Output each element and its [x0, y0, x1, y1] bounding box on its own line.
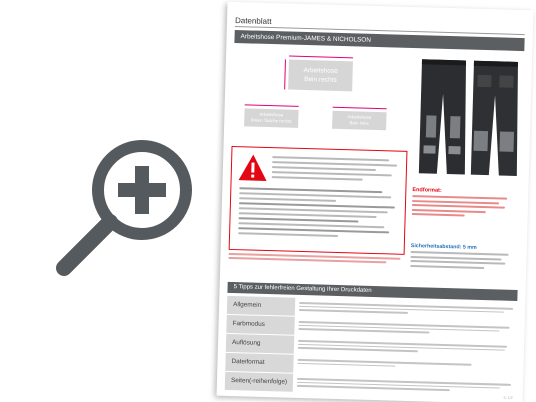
end-format-details	[412, 195, 519, 220]
tip-label: Dateiformat	[225, 353, 293, 373]
dimension-line	[333, 107, 387, 110]
zoom-in-icon[interactable]	[50, 110, 220, 280]
print-area-leg-left: Arbeitshose Bein links	[332, 111, 386, 131]
warning-box	[229, 146, 408, 255]
print-position-diagram	[232, 48, 405, 148]
print-area-pocket: Arbeitshose linken Tasche rechts	[244, 108, 298, 128]
end-format-title: Endformat:	[412, 187, 442, 194]
dimension-line	[284, 59, 286, 89]
tip-label: Farbmodus	[226, 315, 294, 335]
tips-title: 5 Tipps zur fehlerfreien Gestaltung Ihrer Druckdaten	[233, 284, 372, 294]
tip-label: Allgemein	[227, 296, 295, 316]
page-number: S. 1/2	[503, 395, 513, 400]
dimension-line	[245, 104, 299, 107]
datasheet-header: Datenblatt	[234, 16, 272, 27]
datasheet-page	[217, 2, 534, 402]
product-title: Arbeitshose Premium-JAMES & NICHOLSON	[240, 33, 371, 44]
tip-label: Auflösung	[226, 334, 294, 354]
warning-icon	[238, 153, 269, 182]
pants-product-image	[411, 53, 527, 186]
safety-distance-details	[410, 251, 516, 272]
tip-label: Seiten(-reihenfolge)	[225, 372, 293, 392]
safety-distance-title: Sicherheitsabstand: 5 mm	[410, 243, 477, 251]
print-area-leg-right: Arbeitshose Bein rechts	[288, 60, 353, 92]
tips-table	[225, 296, 518, 399]
red-notice	[228, 253, 404, 266]
dimension-line	[289, 56, 353, 59]
